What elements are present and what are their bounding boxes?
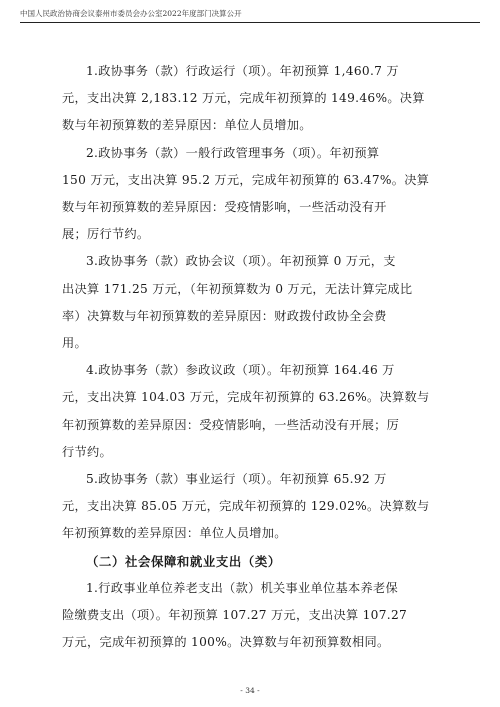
page-header: 中国人民政治协商会议泰州市委员会办公室2022年度部门决算公开	[20, 9, 242, 18]
page-number: - 34 -	[240, 686, 260, 695]
paragraph-item-4: 4.政协事务（款）参政议政（项）。年初预算 164.46 万 元，支出决算 104.03 万元，完成年初预算的 63.26%。决算数与 年初预算数的差异原因：受疫情影响，一些活动没有开展；厉 行节约。	[62, 363, 430, 459]
paragraph-item-1: 1.政协事务（款）行政运行（项）。年初预算 1,460.7 万 元，支出决算 2,183.12 万元，完成年初预算的 149.46%。决算 数与年初预算数的差异原因：单位人员增加。	[62, 64, 425, 133]
paragraph-item-6: 1.行政事业单位养老支出（款）机关事业单位基本养老保 险缴费支出（项）。年初预算 107.27 万元，支出决算 107.27 万元，完成年初预算的 100%。决算数与年初预算数相同。	[62, 580, 408, 650]
document-body	[62, 58, 438, 656]
section-heading: （二）社会保障和就业支出（类）	[86, 553, 281, 569]
paragraph-item-2: 2.政协事务（款）一般行政管理事务（项）。年初预算 150 万元，支出决算 95.2 万元，完成年初预算的 63.47%。决算 数与年初预算数的差异原因：受疫情影响，一些活动没有开 展；厉行节约。	[62, 145, 430, 242]
paragraph-item-3: 3.政协事务（款）政协会议（项）。年初预算 0 万元，支 出决算 171.25 万元，（年初预算数为 0 万元，无法计算完成比 率）决算数与年初预算数的差异原因：财政拨付政协全会费 用。	[62, 254, 413, 351]
header-divider	[20, 22, 480, 23]
paragraph-item-5: 5.政协事务（款）事业运行（项）。年初预算 65.92 万 元，支出决算 85.05 万元，完成年初预算的 129.02%。决算数与 年初预算数的差异原因：单位人员增加。	[62, 472, 430, 541]
